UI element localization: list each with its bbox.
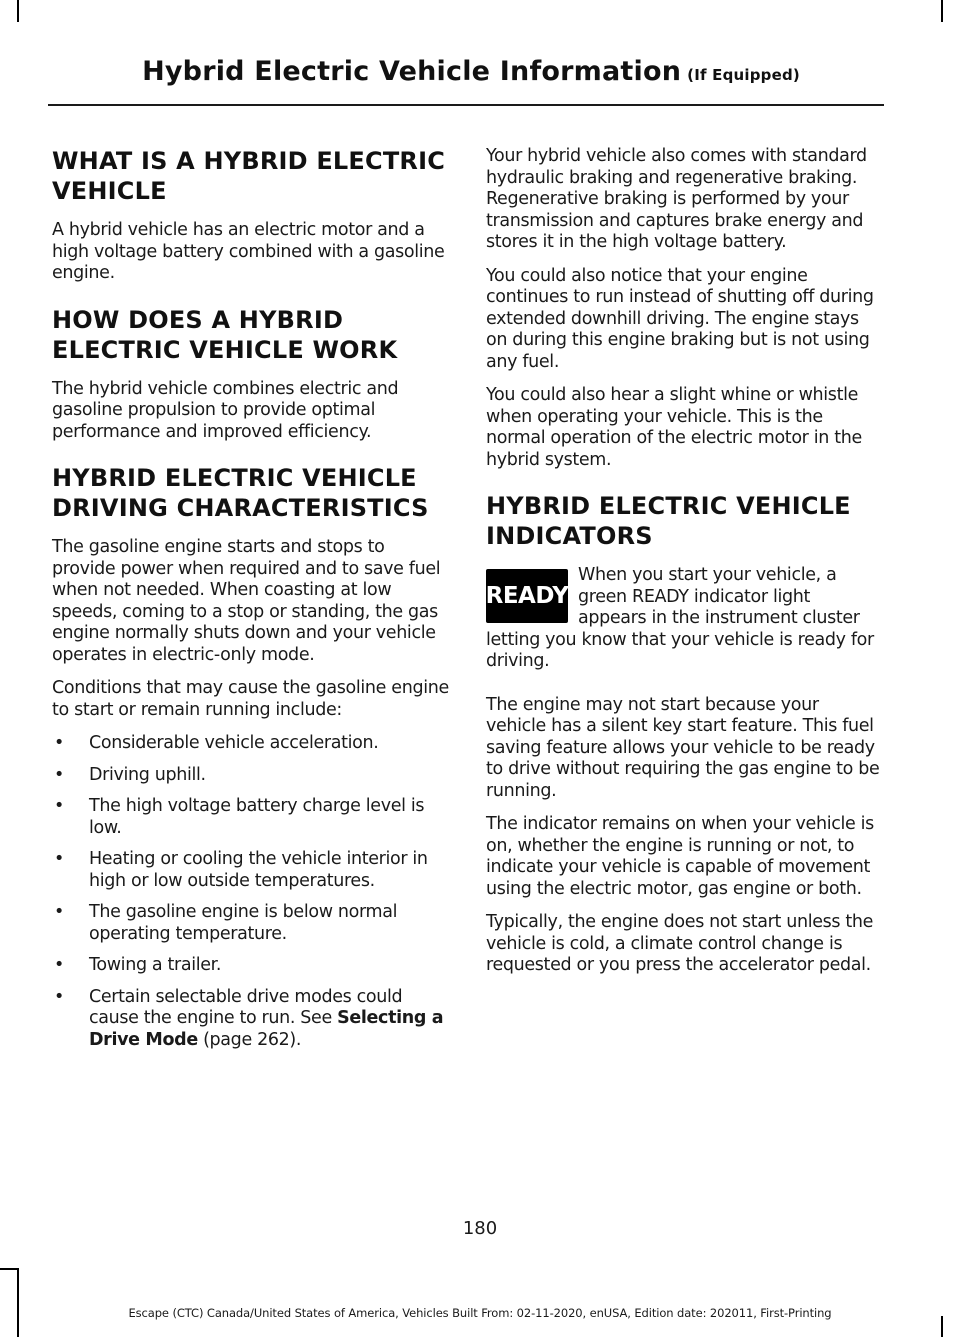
paragraph: The engine may not start because your vehicle has a silent key start feature. This fuel saving feature allows your vehicle to be ready to drive without requiring the gas engine to be running. — [486, 694, 880, 801]
paragraph: You could also hear a slight whine or whistle when operating your vehicle. This is the normal operation of the electric motor in the hybrid system. — [486, 385, 862, 470]
heading-driving-characteristics: HYBRID ELECTRIC VEHICLE DRIVING CHARACTERISTICS — [52, 464, 429, 522]
list-item — [52, 987, 450, 1052]
list-item: • Towing a trailer. — [52, 955, 450, 977]
crop-mark — [941, 0, 943, 22]
paragraph: You could also notice that your engine continues to run instead of shutting off during extended downhill driving. The engine stays on during this engine braking but is not using any fuel. — [486, 265, 874, 372]
paragraph: Your hybrid vehicle also comes with standard hydraulic braking and regenerative braking. Regenerative braking is performed by your transmission and captures brake energy and stores it in the high voltage battery. — [486, 146, 867, 252]
selecting-drive-mode-link[interactable]: Selecting a Drive Mode — [89, 1008, 444, 1050]
paragraph: The hybrid vehicle combines electric and gasoline propulsion to provide optimal performance and improved efficiency. — [52, 378, 399, 442]
page-number: 180 — [462, 1218, 498, 1239]
crop-mark — [17, 1268, 19, 1337]
header-divider — [48, 104, 884, 106]
paragraph: When you start your vehicle, a green READY indicator light appears in the instrument cluster letting you know that your vehicle is ready for driving. — [486, 565, 874, 671]
page-header — [142, 56, 800, 87]
list-item: • Considerable vehicle acceleration. — [52, 733, 450, 755]
header-title: Hybrid Electric Vehicle Information — [142, 56, 682, 87]
paragraph: The gasoline engine starts and stops to provide power when required and to save fuel when not needed. When coasting at low speeds, coming to a stop or standing, the gas engine normally shuts down and your vehicle operates in electric-only mode. — [52, 537, 441, 665]
ready-indicator-label: READY — [485, 583, 569, 609]
page-reference: (page 262). — [197, 1029, 302, 1050]
conditions-list — [52, 733, 450, 1051]
heading-hybrid-indicators: HYBRID ELECTRIC VEHICLE INDICATORS — [486, 492, 851, 550]
ready-indicator-section — [486, 565, 882, 685]
ready-indicator-icon — [486, 569, 568, 623]
right-column — [486, 140, 882, 989]
paragraph: A hybrid vehicle has an electric motor and a high voltage battery combined with a gasoline engine. — [52, 220, 445, 283]
header-suffix: (If Equipped) — [687, 66, 800, 84]
footer: Escape (CTC) Canada/United States of America, Vehicles Built From: 02-11-2020, enUSA, Edition date: 202011, First-Printing — [128, 1306, 832, 1320]
left-column — [52, 140, 450, 1061]
crop-mark — [17, 0, 19, 22]
list-item-text: Certain selectable drive modes could cause the engine to run. See — [89, 986, 403, 1028]
list-item: • The high voltage battery charge level is low. — [52, 796, 450, 839]
heading-what-is-hybrid: WHAT IS A HYBRID ELECTRIC VEHICLE — [52, 147, 446, 205]
paragraph: Typically, the engine does not start unless the vehicle is cold, a climate control change is requested or you press the accelerator pedal. — [486, 912, 874, 975]
paragraph: Conditions that may cause the gasoline engine to start or remain running include: — [52, 678, 449, 720]
heading-how-hybrid-works: HOW DOES A HYBRID ELECTRIC VEHICLE WORK — [52, 305, 398, 364]
paragraph: The indicator remains on when your vehicle is on, whether the engine is running or not, to indicate your vehicle is capable of movement using the electric motor, gas engine or both. — [486, 814, 874, 899]
crop-mark — [0, 1268, 17, 1270]
list-item: • Heating or cooling the vehicle interior in high or low outside temperatures. — [52, 849, 450, 892]
list-item: • Driving uphill. — [52, 765, 450, 787]
list-item: • The gasoline engine is below normal operating temperature. — [52, 902, 450, 945]
